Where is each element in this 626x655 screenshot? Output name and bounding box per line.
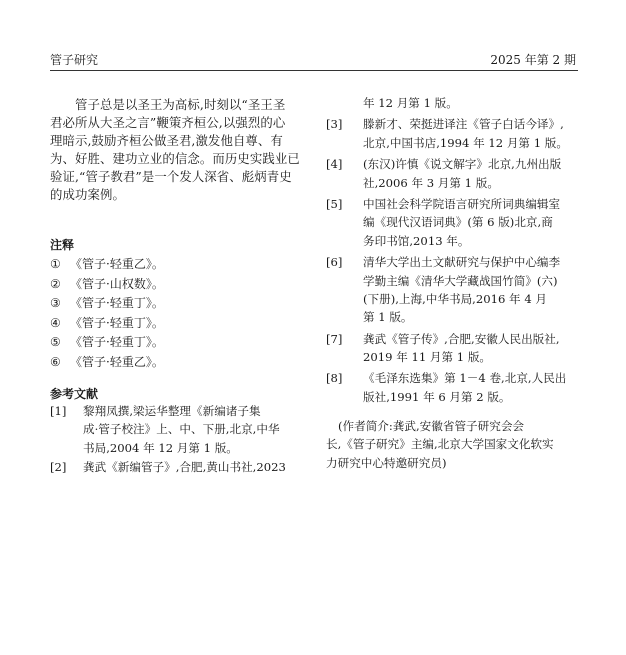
reference-line: 书局,2004 年 12 月第 1 版。 bbox=[83, 440, 238, 455]
notes-heading: 注释 bbox=[50, 238, 75, 252]
reference-continuation: 年 12 月第 1 版。 bbox=[363, 96, 458, 110]
reference-line: 社,2006 年 3 月第 1 版。 bbox=[363, 175, 499, 190]
note-item bbox=[50, 255, 164, 275]
reference-number: [3] bbox=[326, 117, 343, 132]
note-item bbox=[50, 275, 164, 295]
reference-item bbox=[326, 155, 580, 192]
issue-label: 2025 年第 2 期 bbox=[490, 53, 576, 67]
note-text: 《管子·轻重乙》。 bbox=[70, 257, 164, 271]
reference-line: 黎翔凤撰,梁运华整理《新编诸子集 bbox=[83, 404, 261, 418]
reference-number: [5] bbox=[326, 196, 343, 211]
reference-line: 北京,中国书店,1994 年 12 月第 1 版。 bbox=[363, 135, 568, 150]
reference-line: 清华大学出土文献研究与保护中心编李 bbox=[363, 255, 561, 270]
reference-item bbox=[326, 115, 580, 152]
reference-number: [4] bbox=[326, 157, 343, 172]
reference-line: 成·管子校注》上、中、下册,北京,中华 bbox=[83, 422, 280, 437]
reference-line: 中国社会科学院语言研究所词典编辑室 bbox=[363, 196, 561, 211]
reference-line: 龚武《新编管子》,合肥,黄山书社,2023 bbox=[83, 460, 286, 475]
note-marker: ② bbox=[50, 276, 61, 291]
author-bio-line: (作者简介:龚武,安徽省管子研究会会 bbox=[338, 419, 525, 433]
reference-number: [1] bbox=[50, 404, 67, 418]
note-text: 《管子·轻重丁》。 bbox=[70, 315, 164, 330]
author-bio-line: 力研究中心特邀研究员) bbox=[326, 455, 447, 470]
note-item bbox=[50, 314, 164, 334]
page-header bbox=[50, 50, 578, 71]
reference-line: 第 1 版。 bbox=[363, 310, 413, 325]
reference-line: 龚武《管子传》,合肥,安徽人民出版社, bbox=[363, 331, 560, 346]
references-heading: 参考文献 bbox=[50, 387, 99, 401]
reference-number: [7] bbox=[326, 331, 343, 346]
paragraph-line: 的成功案例。 bbox=[50, 187, 125, 202]
left-column bbox=[50, 96, 312, 475]
reference-line: 《毛泽东选集》第 1－4 卷,北京,人民出 bbox=[363, 371, 567, 386]
reference-item bbox=[326, 330, 580, 367]
notes-list bbox=[50, 255, 164, 373]
reference-line: (东汉)许慎《说文解字》北京,九州出版 bbox=[363, 157, 562, 172]
note-text: 《管子·轻重丁》。 bbox=[70, 296, 164, 311]
reference-item bbox=[326, 369, 580, 406]
note-marker: ① bbox=[50, 257, 61, 271]
reference-number: [8] bbox=[326, 371, 343, 386]
note-item bbox=[50, 353, 164, 373]
author-bio-line: 长,《管子研究》主编,北京大学国家文化软实 bbox=[326, 437, 554, 452]
paragraph-line: 验证,“管子教君”是一个发人深省、彪炳青史 bbox=[50, 169, 292, 184]
journal-title: 管子研究 bbox=[50, 53, 99, 67]
note-text: 《管子·轻重丁》。 bbox=[70, 335, 164, 350]
reference-line: 滕新才、荣挺进译注《管子白话今译》, bbox=[363, 117, 564, 132]
note-item bbox=[50, 294, 164, 314]
note-marker: ⑥ bbox=[50, 354, 61, 369]
note-item bbox=[50, 333, 164, 353]
reference-number: [6] bbox=[326, 255, 343, 270]
paragraph-line: 理暗示,鼓励齐桓公做圣君,激发他自尊、有 bbox=[50, 133, 283, 148]
reference-line: 学勤主编《清华大学藏战国竹简》(六) bbox=[363, 273, 558, 288]
paragraph-line: 君必所从大圣之言”鞭策齐桓公,以强烈的心 bbox=[50, 115, 286, 130]
reference-line: 2019 年 11 月第 1 版。 bbox=[363, 350, 492, 365]
note-marker: ⑤ bbox=[50, 335, 61, 350]
right-column bbox=[326, 94, 580, 470]
note-marker: ③ bbox=[50, 296, 61, 311]
reference-item bbox=[326, 195, 580, 250]
reference-item bbox=[326, 253, 580, 327]
reference-line: 编《现代汉语词典》(第 6 版)北京,商 bbox=[363, 215, 553, 230]
reference-item bbox=[50, 458, 312, 476]
note-text: 《管子·轻重乙》。 bbox=[70, 354, 164, 369]
paragraph-line: 为、好胜、建功立业的信念。而历史实践业已 bbox=[50, 151, 300, 166]
reference-line: (下册),上海,中华书局,2016 年 4 月 bbox=[363, 291, 547, 306]
reference-line: 版社,1991 年 6 月第 2 版。 bbox=[363, 389, 511, 404]
reference-item bbox=[50, 402, 312, 457]
note-marker: ④ bbox=[50, 315, 61, 330]
references-list-left bbox=[50, 402, 312, 477]
reference-line: 务印书馆,2013 年。 bbox=[363, 233, 470, 248]
author-bio bbox=[326, 417, 554, 472]
paragraph-line: 管子总是以圣王为高标,时刻以“圣王圣 bbox=[75, 97, 286, 112]
note-text: 《管子·山权数》。 bbox=[70, 276, 164, 291]
reference-number: [2] bbox=[50, 460, 67, 475]
body-paragraph bbox=[50, 96, 312, 204]
